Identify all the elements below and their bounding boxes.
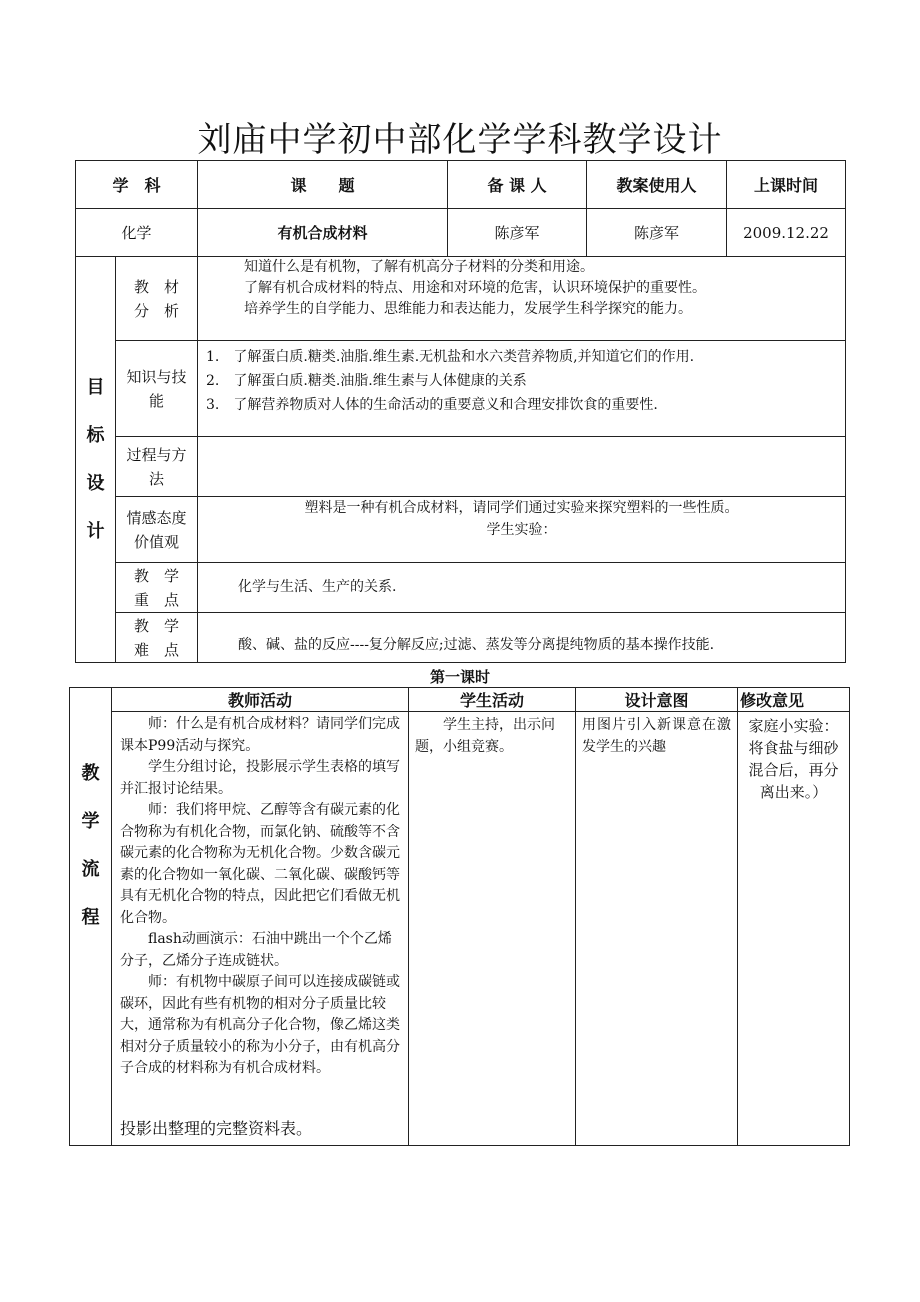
goal-label-knowledge: 知识与技 能 <box>116 341 198 437</box>
value-subject: 化学 <box>76 209 198 257</box>
goal-label-material: 教 材 分 析 <box>116 257 198 341</box>
goal-content-attitude: 塑料是一种有机合成材料，请同学们通过实验来探究塑料的一些性质。 学生实验： <box>198 497 846 563</box>
value-user: 陈彦军 <box>587 209 727 257</box>
goal-content-process <box>198 437 846 497</box>
header-time: 上课时间 <box>727 161 846 209</box>
student-activity: 学生主持，出示问题，小组竞赛。 <box>409 712 576 1146</box>
teaching-flow-table <box>69 687 850 1146</box>
flow-header-teacher: 教师活动 <box>112 688 409 712</box>
flow-header-student: 学生活动 <box>409 688 576 712</box>
header-subject: 学 科 <box>76 161 198 209</box>
header-user: 教案使用人 <box>587 161 727 209</box>
goals-side-label: 目 标 设 计 <box>76 257 116 663</box>
flow-header-intent: 设计意图 <box>576 688 738 712</box>
design-intent: 用图片引入新课意在激发学生的兴趣 <box>576 712 738 1146</box>
revision-notes: 家庭小实验：将食盐与细砂混合后，再分离出来。） <box>738 712 850 1146</box>
goal-label-keypoint: 教 学 重 点 <box>116 563 198 613</box>
header-topic: 课 题 <box>198 161 448 209</box>
goal-label-attitude: 情感态度 价值观 <box>116 497 198 563</box>
value-time: 2009.12.22 <box>727 209 846 257</box>
header-preparer: 备 课 人 <box>448 161 587 209</box>
teacher-activity: 师：什么是有机合成材料？请同学们完成课本P99活动与探究。 学生分组讨论，投影展示学生表格的填写并汇报讨论结果。 师：我们将甲烷、乙醇等含有碳元素的化合物称为有机化合物，而氯化钠、硫酸等不含碳元素的化合物称为无机化合物。少数含碳元素的化合物如一氧化碳、二氧化碳、碳酸钙等具有无机化合物的特点，因此把它们看做无机化合物。 flash动画演示：石油中跳出一个个乙烯分子，乙烯分子连成链状。 师：有机物中碳原子间可以连接成碳链或碳环，因此有些有机物的相对分子质量比较大，通常称为有机高分子化合物，像乙烯这类相对分子质量较小的称为小分子，由有机高分子合成的材料称为有机合成材料。 投影出整理的完整资料表。 <box>112 712 409 1146</box>
goal-content-keypoint: 化学与生活、生产的关系. <box>198 563 846 613</box>
value-preparer: 陈彦军 <box>448 209 587 257</box>
goal-label-process: 过程与方 法 <box>116 437 198 497</box>
goal-content-difficulty: 酸、碱、盐的反应----复分解反应;过滤、蒸发等分离提纯物质的基本操作技能. <box>198 613 846 663</box>
lesson-title: 第一课时 <box>429 668 490 686</box>
goal-content-material: 知道什么是有机物，了解有机高分子材料的分类和用途。 了解有机合成材料的特点、用途和对环境的危害，认识环境保护的重要性。 培养学生的自学能力、思维能力和表达能力，发展学生科学探究的能力。 <box>198 257 846 341</box>
page-title: 刘庙中学初中部化学学科教学设计 <box>197 120 723 160</box>
value-topic: 有机合成材料 <box>198 209 448 257</box>
goal-content-knowledge: 1. 了解蛋白质.糖类.油脂.维生素.无机盐和水六类营养物质,并知道它们的作用. 2. 了解蛋白质.糖类.油脂.维生素与人体健康的关系 3. 了解营养物质对人体的生命活动的重要意义和合理安排饮食的重要性. <box>198 341 846 437</box>
lesson-info-table <box>75 160 846 663</box>
flow-header-revision: 修改意见 <box>738 688 850 712</box>
flow-side-label: 教 学 流 程 <box>70 688 112 1146</box>
goal-label-difficulty: 教 学 难 点 <box>116 613 198 663</box>
